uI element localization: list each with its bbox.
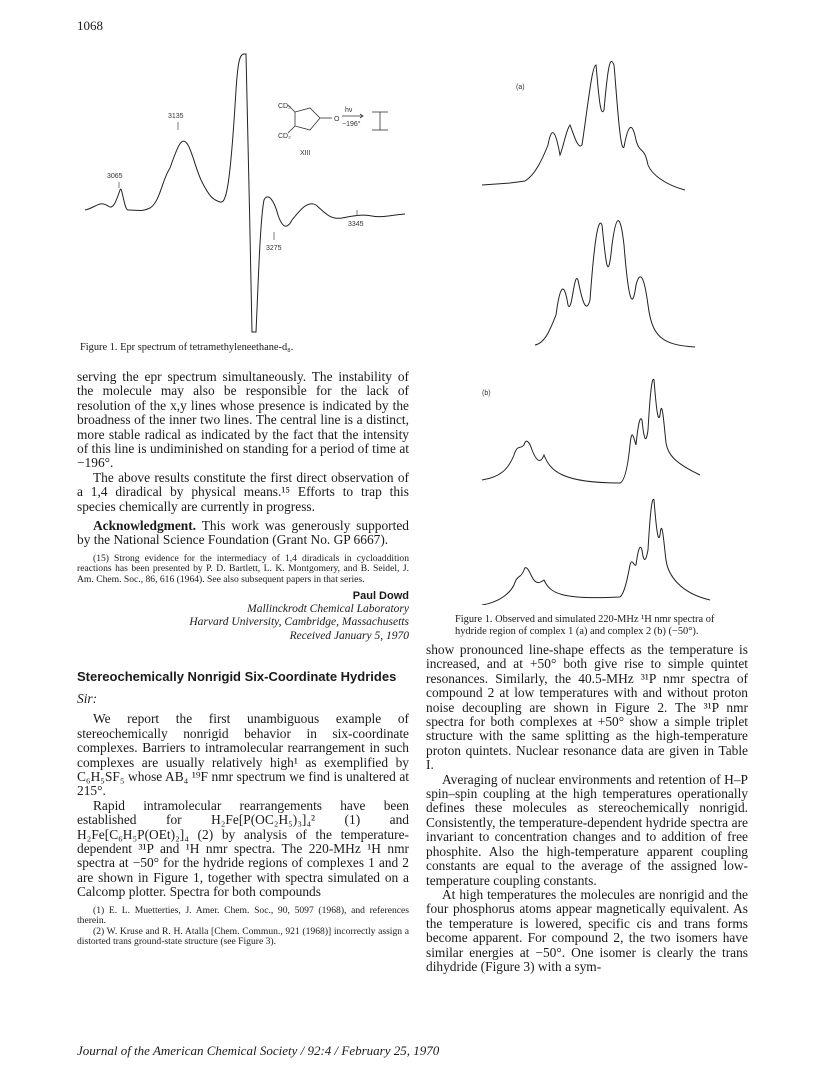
structure-label: XIII — [300, 150, 311, 157]
paragraph: show pronounced line-shape effects as the temperature is increased, and at +50° both give rise to simple quintet resonances. Similarly, the 40.5-MHz ³¹P nmr spectra of compound 2 at low temperatures with and without proton noise decoupling are shown in Figure 2. The ³¹P nmr spectra for both complexes at +50° show a simple triplet structure with the same splitting as the high-temperature proton quintets. Nuclear resonance data are given in Table I. — [426, 642, 748, 773]
received-date: Received January 5, 1970 — [289, 629, 409, 642]
author-name: Paul Dowd — [352, 589, 409, 602]
peak-label-3345: 3345 — [348, 221, 364, 228]
structure-atom-label: CD₂ — [278, 103, 291, 110]
epr-figure-caption: Figure 1. Epr spectrum of tetramethyleneethane-d₈. — [80, 342, 294, 353]
epr-spectrum-trace — [85, 54, 405, 332]
paragraph: serving the epr spectrum simultaneously. The instability of the molecule may also be responsible for the lack of resolution of the x,y lines whose presence is indicated by the broadness of the inner two lines. The central line is a distinct, more stable radical as indicated by the fact that the intensity of this line is undiminished on standing for a period of time at −196°. — [77, 369, 409, 471]
nmr-trace-a-observed — [482, 61, 685, 190]
salutation: Sir: — [77, 691, 98, 707]
journal-footer: Journal of the American Chemical Society / 92:4 / February 25, 1970 — [77, 1043, 440, 1058]
acknowledgment-heading: Acknowledgment. — [93, 518, 197, 534]
footnote-15: (15) Strong evidence for the intermediacy of 1,4 diradicals in cycloaddition reactions has been presented by P. D. Bartlett, L. K. Montgomery, and B. Seidel, J. Am. Chem. Soc., 86, 616 (1964). See also subsequent papers in that series. — [77, 552, 409, 586]
affiliation: Mallinckrodt Chemical Laboratory — [247, 603, 409, 616]
footnote-2: (2) W. Kruse and R. H. Atalla [Chem. Commun., 921 (1968)] incorrectly assign a distorted trans ground-state structure (see Figure 3). — [77, 925, 409, 948]
peak-label-3275: 3275 — [266, 245, 282, 252]
panel-label-b: (b) — [482, 390, 491, 397]
panel-label-a: (a) — [516, 84, 525, 91]
left-column — [77, 370, 409, 948]
paragraph: At high temperatures the molecules are nonrigid and the four phosphorus atoms appear magnetically equivalent. As the temperature is lowered, specific cis and trans forms become apparent. For compound 2, the two isomers have similar energies at −50°. One isomer is clearly the trans dihydride (Figure 3) with a sym- — [426, 886, 748, 974]
right-column — [426, 643, 748, 974]
peak-label-3065: 3065 — [107, 173, 123, 180]
nmr-figure-caption: Figure 1. Observed and simulated 220-MHz ¹H nmr spectra of hydride region of complex 1 (a) and complex 2 (b) (−50°). — [455, 614, 715, 637]
affiliation: Harvard University, Cambridge, Massachusetts — [189, 616, 409, 629]
structure-condition-label: −196° — [342, 121, 361, 128]
structure-condition-label: hν — [345, 107, 353, 114]
paragraph: Averaging of nuclear environments and retention of H–P spin–spin coupling at the high temperatures operationally defines these molecules as stereochemically nonrigid. Consistently, the temperature-dependent hydride spectra are invariant to concentration changes and to addition of free phosphite. Also the high-temperature apparent coupling constants are equal to the average of the assigned low-temperature coupling constants. — [426, 771, 748, 888]
article-heading: Stereochemically Nonrigid Six-Coordinate Hydrides — [77, 669, 397, 685]
peak-label-3135: 3135 — [168, 113, 184, 120]
paragraph: The above results constitute the first direct observation of a 1,4 diradical by physical means.¹⁵ Efforts to trap this species chemically are currently in progress. — [77, 469, 409, 514]
footnote-1: (1) E. L. Muetterties, J. Amer. Chem. Soc., 90, 5097 (1968), and references therein. — [77, 904, 409, 927]
structure-atom-label: O — [334, 116, 340, 123]
nmr-spectra-figure — [470, 45, 760, 605]
nmr-trace-a-simulated — [535, 221, 695, 347]
paragraph: We report the first unambiguous example of stereochemically nonrigid behavior in six-coordinate complexes. Barriers to intramolecular rearrangement in such complexes are usually relatively high¹ as exemplified by C₆H₅SF₅ whose AB₄ ¹⁹F nmr spectrum we find is unaltered at 215°. — [77, 711, 409, 799]
paragraph: Rapid intramolecular rearrangements have been established for H₂Fe[P(OC₂H₅)₃]₄² (1) and H₂Fe[C₆H₅P(OEt)₂]₄ (2) by analysis of the temperature-dependent ³¹P and ¹H nmr spectra. The 220-MHz ¹H nmr spectra at −50° for the hydride regions of complexes 1 and 2 are shown in Figure 1, together with spectra simulated on a Calcomp plotter. Spectra for both compounds — [77, 797, 409, 900]
acknowledgment-body: This work was generously supported by the National Science Foundation (Grant No. GP 6667). — [77, 518, 409, 548]
epr-spectrum-figure — [80, 50, 410, 335]
acknowledgment — [77, 519, 409, 548]
nmr-trace-b-simulated — [482, 499, 710, 605]
page-number: 1068 — [77, 18, 103, 33]
structure-atom-label: CD₂ — [278, 133, 291, 140]
nmr-trace-b-observed — [482, 379, 700, 483]
